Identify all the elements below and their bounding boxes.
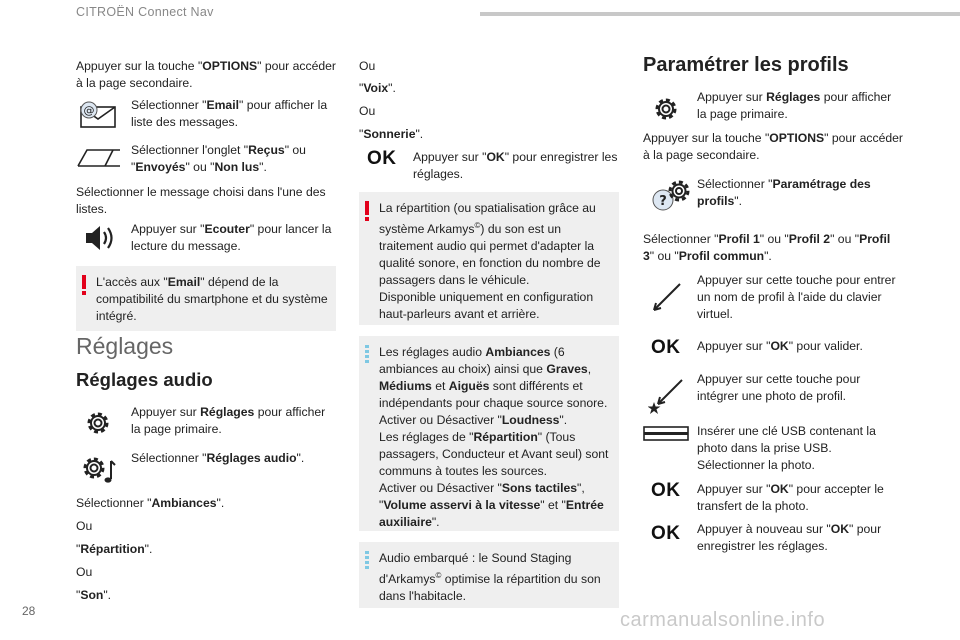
audio-info-text: Les réglages audio Ambiances (6 ambiances au choix) ainsi que Graves, Médiums et Aiguës sont différents et indépendants pour chaque source sonore. bbox=[379, 345, 608, 410]
header-bar bbox=[480, 12, 960, 16]
photo-instruction: Appuyer sur cette touche pour intégrer une photo de profil. bbox=[697, 372, 861, 403]
email-warning-note bbox=[76, 266, 336, 331]
arkamys-info-note bbox=[359, 542, 619, 608]
listen-instruction: Appuyer sur "Ecouter" pour lancer la lecture du message. bbox=[131, 222, 332, 253]
photo-edit-icon bbox=[648, 378, 688, 421]
ok-icon: OK bbox=[367, 148, 397, 169]
ok-save-instruction: Appuyer à nouveau sur "OK" pour enregistrer les réglages. bbox=[697, 522, 882, 553]
ok-transfer-instruction: Appuyer sur "OK" pour accepter le transfert de la photo. bbox=[697, 482, 884, 513]
email-instruction: Sélectionner "Email" pour afficher la liste des messages. bbox=[131, 98, 328, 129]
profile-settings-icon bbox=[646, 178, 690, 219]
son-line: "Son". bbox=[76, 588, 112, 602]
repartition-warning-note bbox=[359, 192, 619, 325]
voix-line: "Voix". bbox=[359, 81, 396, 95]
warning-icon bbox=[82, 275, 86, 289]
speaker-icon bbox=[84, 223, 118, 258]
svg-text:?: ? bbox=[659, 194, 667, 209]
profiles-title: Paramétrer les profils bbox=[643, 54, 849, 76]
ok-icon: OK bbox=[651, 480, 681, 501]
or-text: Ou bbox=[359, 59, 376, 73]
settings-gear-icon bbox=[652, 95, 680, 128]
ok-icon: OK bbox=[651, 337, 681, 358]
header-title: CITROËN Connect Nav bbox=[76, 5, 214, 19]
subsection-title: Réglages audio bbox=[76, 369, 213, 390]
or-text: Ou bbox=[76, 565, 93, 579]
info-icon bbox=[365, 345, 369, 365]
left-select-message: Sélectionner le message choisi dans l'une des listes. bbox=[76, 185, 326, 216]
warning-dot bbox=[365, 217, 369, 221]
watermark: carmanualsonline.info bbox=[620, 609, 826, 631]
ok-icon: OK bbox=[651, 523, 681, 544]
left-options-paragraph: Appuyer sur la touche "OPTIONS" pour accéder à la page secondaire. bbox=[76, 59, 336, 90]
repartition-text: Les réglages de "Répartition" (Tous passagers, Conducteur et Avant seul) sont communs à toutes les sources. bbox=[379, 430, 609, 478]
sounds-text: Activer ou Désactiver "Sons tactiles", "Volume asservi à la vitesse" et "Entrée auxiliaire". bbox=[379, 481, 604, 529]
ok-instruction: Appuyer sur "OK" pour enregistrer les réglages. bbox=[413, 150, 618, 181]
sonnerie-line: "Sonnerie". bbox=[359, 127, 424, 141]
warning-dot bbox=[82, 291, 86, 295]
tab-instruction: Sélectionner l'onglet "Reçus" ou "Envoyés" ou "Non lus". bbox=[131, 143, 306, 174]
repartition-line: "Répartition". bbox=[76, 542, 153, 556]
email-icon bbox=[79, 101, 119, 134]
page-number: 28 bbox=[22, 604, 36, 618]
profiles-select-instruction: Sélectionner "Paramétrage des profils". bbox=[697, 177, 871, 208]
pencil-icon bbox=[650, 280, 684, 319]
usb-icon bbox=[643, 426, 689, 447]
edit-name-instruction: Appuyer sur cette touche pour entrer un nom de profil à l'aide du clavier virtuel. bbox=[697, 273, 896, 321]
tab-icon bbox=[77, 146, 121, 173]
arkamys-text: Audio embarqué : le Sound Staging d'Arkamys© optimise la répartition du son dans l'habitacle. bbox=[379, 551, 601, 604]
repartition-note-text: La répartition (ou spatialisation grâce au système Arkamys©) du son est un traitement audio qui permet d'adapter la qualité sonore, en fonction du nombre de passagers dans le véhicule. bbox=[379, 201, 601, 288]
audio-info-note bbox=[359, 336, 619, 531]
warning-icon bbox=[365, 201, 369, 215]
info-icon bbox=[365, 551, 369, 571]
or-text: Ou bbox=[76, 519, 93, 533]
or-text: Ou bbox=[359, 104, 376, 118]
settings-instruction: Appuyer sur Réglages pour afficher la page primaire. bbox=[131, 405, 326, 436]
warning-text: L'accès aux "Email" dépend de la compatibilité du smartphone et du système intégré. bbox=[96, 275, 328, 323]
usb-instruction: Insérer une clé USB contenant la photo dans la prise USB. Sélectionner la photo. bbox=[697, 424, 876, 472]
profile-select-paragraph: Sélectionner "Profil 1" ou "Profil 2" ou "Profil 3" ou "Profil commun". bbox=[643, 232, 891, 263]
audio-settings-instruction: Sélectionner "Réglages audio". bbox=[131, 451, 305, 465]
repartition-note-text-2: Disponible uniquement en configuration haut-parleurs avant et arrière. bbox=[379, 290, 594, 322]
profiles-settings-instruction: Appuyer sur Réglages pour afficher la page primaire. bbox=[697, 90, 892, 121]
settings-gear-icon bbox=[84, 409, 112, 442]
svg-text:@: @ bbox=[83, 104, 95, 117]
right-options-paragraph: Appuyer sur la touche "OPTIONS" pour accéder à la page secondaire. bbox=[643, 131, 903, 162]
ok-validate-instruction: Appuyer sur "OK" pour valider. bbox=[697, 339, 863, 353]
loudness-text: Activer ou Désactiver "Loudness". bbox=[379, 413, 568, 427]
section-title: Réglages bbox=[76, 333, 174, 359]
audio-settings-icon bbox=[80, 453, 116, 490]
ambiances-line: Sélectionner "Ambiances". bbox=[76, 496, 225, 510]
